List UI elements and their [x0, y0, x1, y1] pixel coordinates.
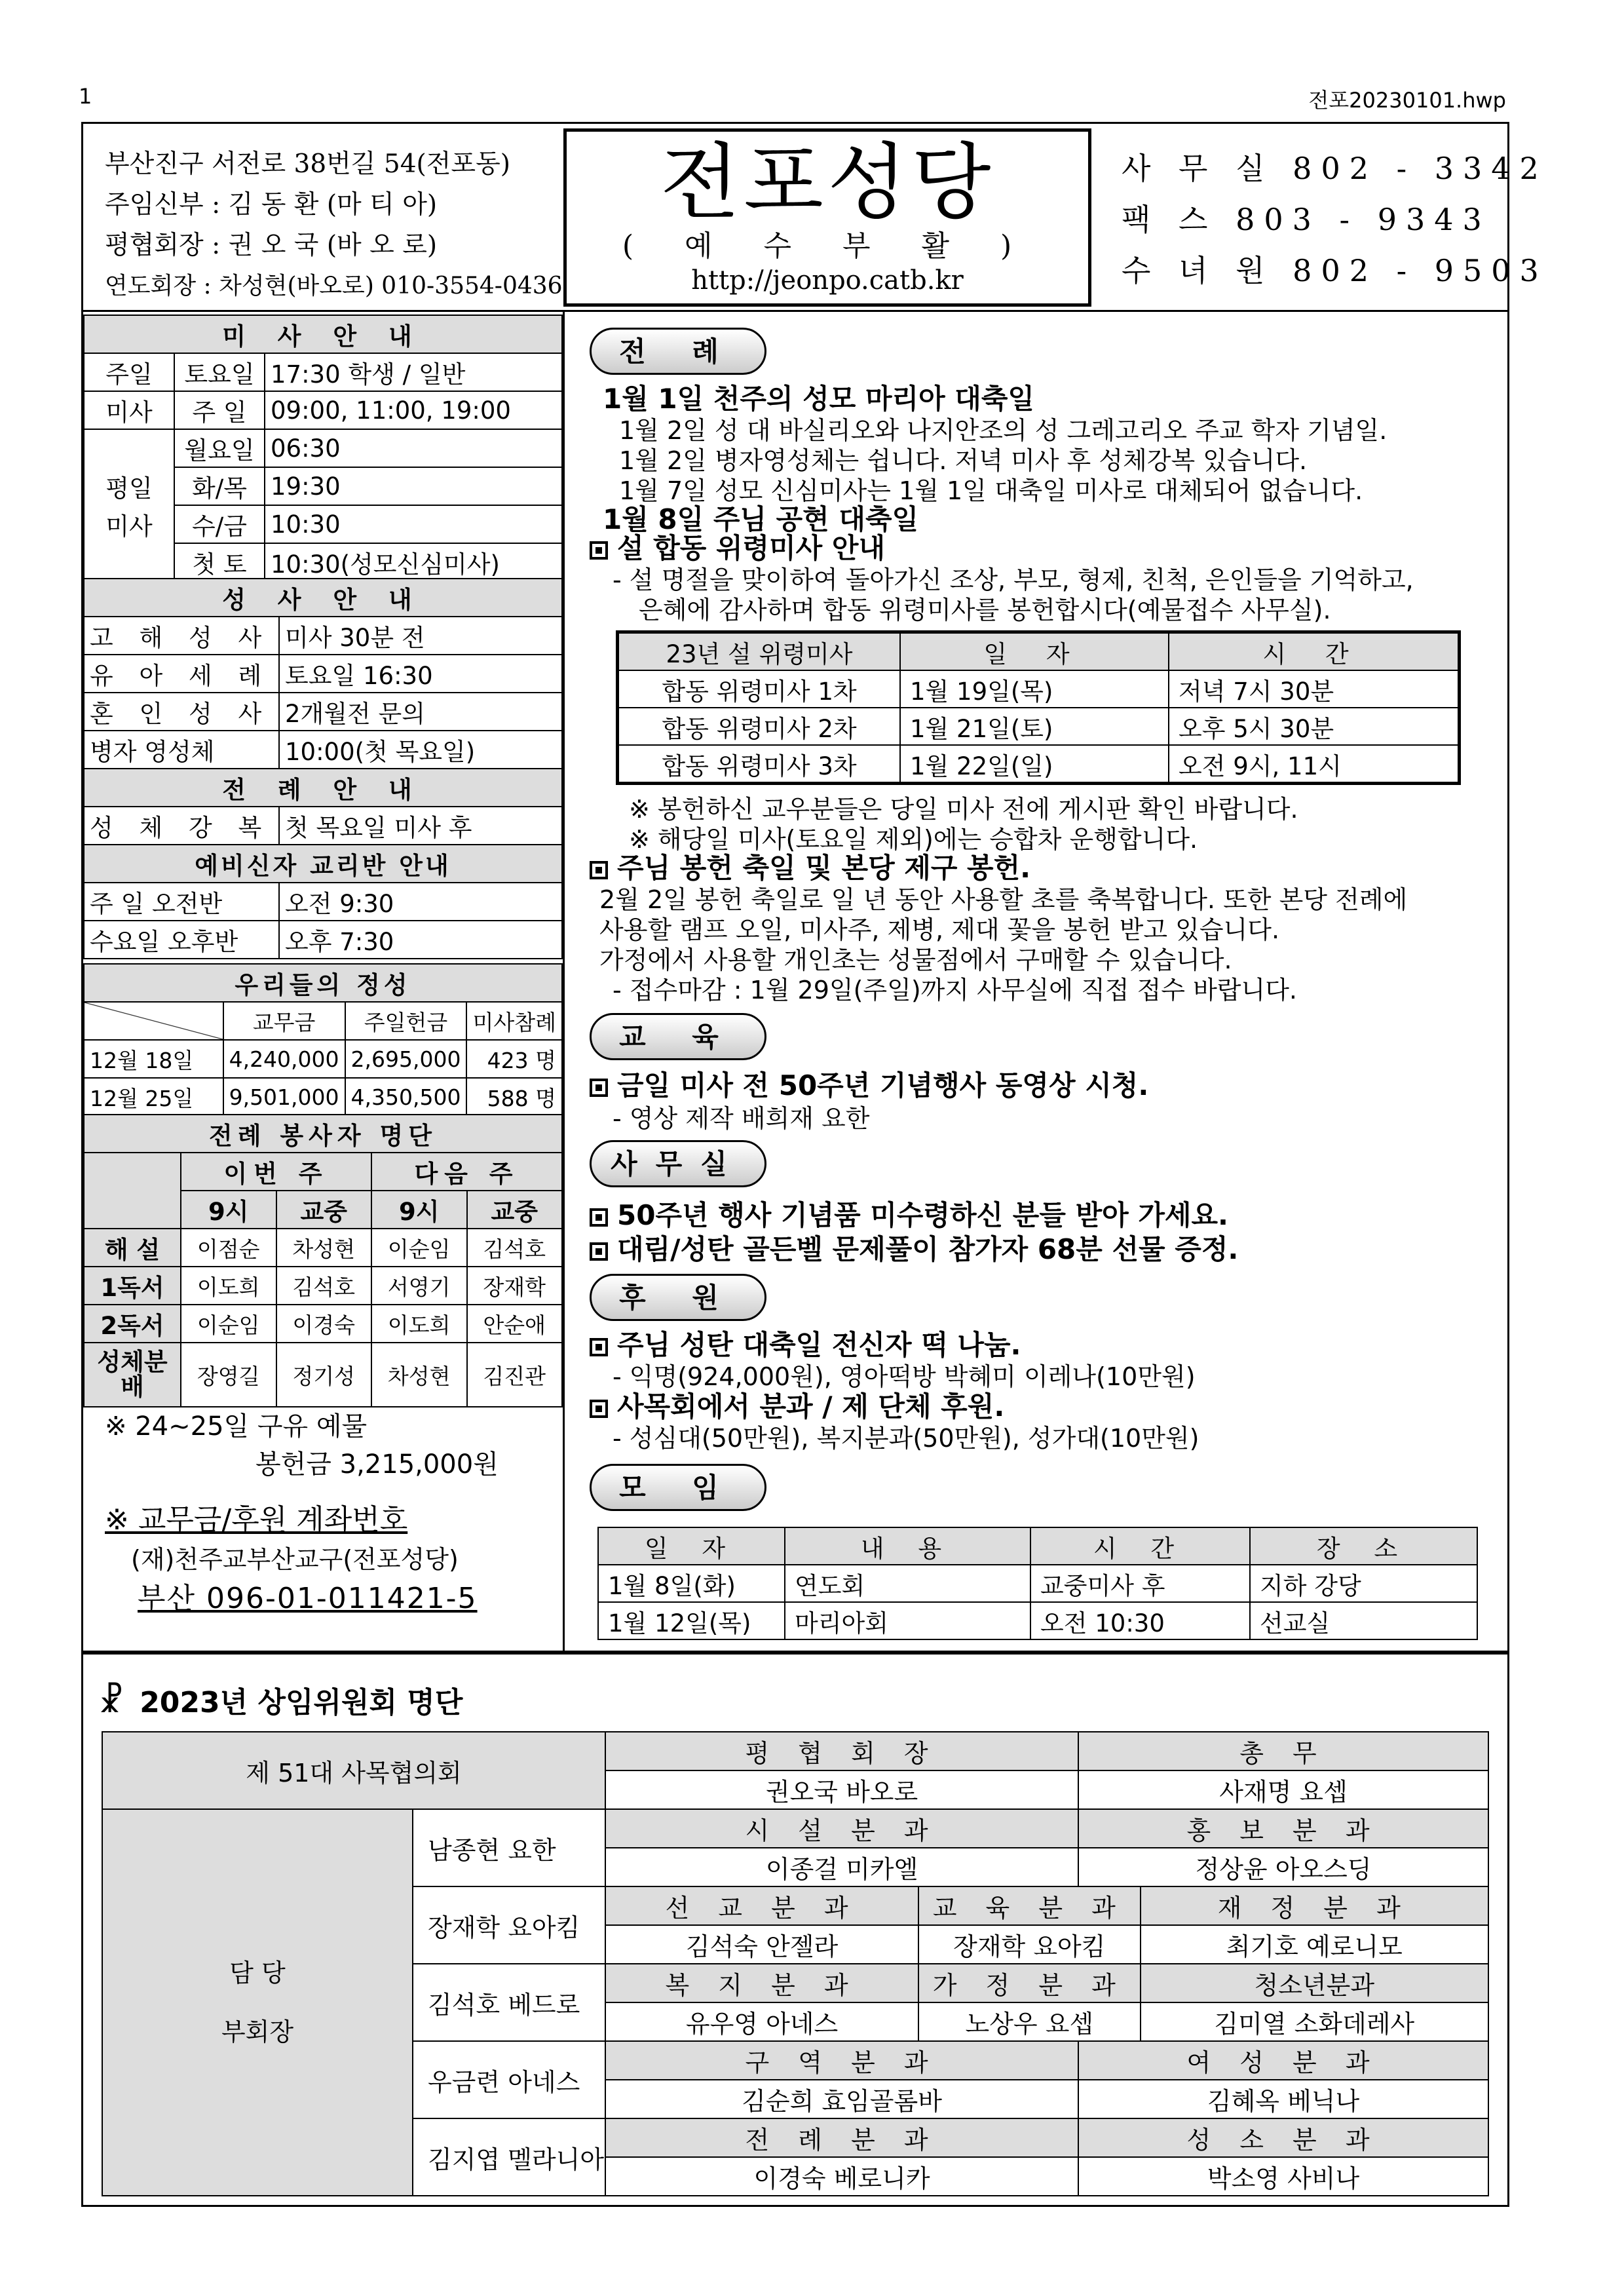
sacrament-value: 10:00(첫 목요일) — [279, 731, 562, 769]
memorial-col: 시 간 — [1169, 632, 1460, 671]
server-name: 이순임 — [371, 1229, 467, 1267]
this-week: 이번 주 — [181, 1153, 371, 1191]
mass-cell: 화/목 — [174, 467, 265, 505]
council-name: 제 51대 사목협의회 — [102, 1732, 605, 1809]
dept-member: 김석숙 안젤라 — [605, 1925, 918, 1964]
memorial-cell: 저녁 7시 30분 — [1169, 670, 1460, 708]
server-name: 이도희 — [371, 1305, 467, 1343]
liturgy-heading — [590, 853, 1030, 883]
checkbox-icon — [590, 541, 608, 560]
heading-text: 설 합동 위령미사 안내 — [617, 532, 886, 564]
offering-title: 우리들의 정성 — [84, 964, 562, 1002]
server-role: 2독서 — [84, 1305, 181, 1343]
nun-phone: 수 녀 원 802 - 9503 — [1122, 253, 1548, 288]
meeting-col: 내 용 — [785, 1527, 1030, 1565]
memorial-cell: 오후 5시 30분 — [1169, 708, 1460, 745]
mass-cell: 주일 — [84, 353, 174, 391]
meeting-col: 장 소 — [1250, 1527, 1477, 1565]
heading-text: 주님 성탄 대축일 전신자 떡 나눔. — [617, 1329, 1021, 1361]
dept-member: 김미열 소화데레사 — [1141, 2002, 1488, 2041]
title-box — [563, 128, 1091, 307]
account-owner: (재)천주교부산교구(전포성당) — [131, 1545, 459, 1574]
youth-president: 연도회장 : 차성현(바오로) 010-3554-0436 — [105, 273, 563, 299]
dept-member: 유우영 아네스 — [605, 2002, 918, 2041]
sacrament-value: 미사 30분 전 — [279, 617, 562, 655]
catechumen-value: 오후 7:30 — [279, 921, 562, 959]
dept-member: 이경숙 베로니카 — [605, 2157, 1078, 2196]
meeting-col: 시 간 — [1030, 1527, 1250, 1565]
page-number: 1 — [79, 84, 92, 109]
mass-cell — [84, 543, 174, 581]
section-office-label: 사무실 — [590, 1140, 766, 1187]
edu-heading — [590, 1071, 1148, 1101]
parish-subtitle: ( 예 수 부 활 ) — [622, 229, 1033, 263]
dept-label: 교 육 분 과 — [918, 1886, 1141, 1925]
fax-phone: 팩 스 803 - 9343 — [1122, 202, 1491, 237]
office-heading — [590, 1200, 1228, 1231]
server-role: 성체분배 — [84, 1343, 181, 1407]
meeting-col: 일 자 — [598, 1527, 785, 1565]
crib-amount: 봉헌금 3,215,000원 — [255, 1449, 499, 1480]
committee-table — [102, 1731, 1489, 2196]
liturgy-line: - 설 명절을 맞이하여 돌아가신 조상, 부모, 형제, 친척, 은인들을 기억하고, — [613, 565, 1414, 594]
dept-member: 김혜옥 베닉나 — [1078, 2080, 1488, 2118]
time-9: 9시 — [181, 1191, 276, 1229]
vp-name: 남종현 요한 — [413, 1809, 605, 1886]
support-line: - 성심대(50만원), 복지분과(50만원), 성가대(10만원) — [613, 1424, 1199, 1453]
meeting-cell: 연도회 — [785, 1565, 1030, 1602]
meeting-cell: 선교실 — [1250, 1602, 1477, 1639]
offering-cell: 423 명 — [466, 1040, 562, 1078]
next-week: 다음 주 — [371, 1153, 562, 1191]
vp-name: 김석호 베드로 — [413, 1964, 605, 2041]
mass-cell: 월요일 — [174, 429, 265, 467]
mass-cell: 06:30 — [265, 429, 562, 467]
liturgy-title: 전 례 안 내 — [84, 769, 562, 807]
memorial-table — [616, 630, 1461, 785]
offering-cell: 2,695,000 — [345, 1040, 467, 1078]
dept-member: 이종걸 미카엘 — [605, 1848, 1078, 1886]
catechumen-title: 예비신자 교리반 안내 — [84, 845, 562, 883]
liturgy-heading — [590, 533, 885, 564]
memorial-note: ※ 봉헌하신 교우분들은 당일 미사 전에 게시판 확인 바랍니다. — [629, 795, 1298, 824]
liturgy-line: 사용할 램프 오일, 미사주, 제병, 제대 꽃을 봉헌 받고 있습니다. — [599, 915, 1280, 944]
server-name: 정기성 — [276, 1343, 372, 1407]
file-name: 전포20230101.hwp — [1308, 88, 1506, 113]
parish-title: 전포성당 — [660, 134, 995, 231]
liturgy-line: 2월 2일 봉헌 축일로 일 년 동안 사용할 초를 축복합니다. 또한 본당 전례에 — [599, 885, 1408, 914]
dept-label: 청소년분과 — [1141, 1964, 1488, 2002]
heading-text: 주님 봉헌 축일 및 본당 제구 봉헌. — [617, 852, 1031, 884]
dept-label: 복 지 분 과 — [605, 1964, 918, 2002]
dept-label: 구 역 분 과 — [605, 2041, 1078, 2080]
memorial-col: 일 자 — [900, 632, 1169, 671]
support-heading — [590, 1330, 1021, 1360]
offering-cell: 588 명 — [466, 1078, 562, 1116]
offering-col: 미사참례 — [466, 1002, 562, 1040]
time-main: 교중 — [276, 1191, 372, 1229]
dept-label: 총 무 — [1078, 1732, 1488, 1770]
dept-label: 가 정 분 과 — [918, 1964, 1141, 2002]
account-title: ※ 교무금/후원 계좌번호 — [105, 1503, 408, 1537]
mass-cell: 19:30 — [265, 467, 562, 505]
dept-member: 권오국 바오로 — [605, 1770, 1078, 1809]
memorial-cell: 1월 22일(일) — [900, 745, 1169, 784]
offering-col: 교무금 — [223, 1002, 345, 1040]
council-president: 평협회장 : 권 오 국 (바 오 로) — [105, 231, 438, 260]
dept-member: 박소영 사비나 — [1078, 2157, 1488, 2196]
mass-title: 미 사 안 내 — [84, 315, 562, 353]
memorial-cell: 오전 9시, 11시 — [1169, 745, 1460, 784]
mass-cell: 10:30 — [265, 505, 562, 543]
dept-member: 김순희 효임골롬바 — [605, 2080, 1078, 2118]
section-edu-label: 교 육 — [590, 1013, 766, 1060]
vp-name: 장재학 요아킴 — [413, 1886, 605, 1964]
mass-cell: 첫 토 — [174, 543, 265, 581]
account-note — [105, 1501, 478, 1618]
meeting-cell: 마리아회 — [785, 1602, 1030, 1639]
checkbox-icon — [590, 1338, 608, 1356]
header-left — [105, 144, 563, 307]
catechumen-label: 주 일 오전반 — [84, 883, 279, 921]
mass-table — [83, 315, 563, 582]
memorial-note: ※ 해당일 미사(토요일 제외)에는 승합차 운행합니다. — [629, 825, 1198, 854]
memorial-cell: 1월 19일(목) — [900, 670, 1169, 708]
dept-label: 전 례 분 과 — [605, 2118, 1078, 2157]
sacrament-table — [83, 578, 563, 959]
memorial-cell: 1월 21일(토) — [900, 708, 1169, 745]
sacrament-value: 2개월전 문의 — [279, 693, 562, 731]
liturgy-line: - 접수마감 : 1월 29일(주일)까지 사무실에 직접 접수 바랍니다. — [613, 976, 1297, 1004]
liturgy-heading: 1월 1일 천주의 성모 마리아 대축일 — [603, 383, 1034, 415]
vp-side-1: 담 당 — [229, 1959, 286, 1987]
vp-side-label — [102, 1809, 413, 2196]
liturgy-label: 성 체 강 복 — [84, 807, 279, 845]
servers-title: 전례 봉사자 명단 — [84, 1115, 562, 1153]
dept-member: 장재학 요아킴 — [918, 1925, 1141, 1964]
heading-text: 대림/성탄 골든벨 문제풀이 참가자 68분 선물 증정. — [617, 1233, 1239, 1265]
meeting-table — [597, 1527, 1478, 1640]
meeting-cell: 1월 8일(화) — [598, 1565, 785, 1602]
sacrament-label: 병자 영성체 — [84, 731, 279, 769]
heading-text: 금일 미사 전 50주년 기념행사 동영상 시청. — [617, 1069, 1149, 1101]
liturgy-heading: 1월 8일 주님 공현 대축일 — [603, 503, 919, 535]
server-name: 차성현 — [276, 1229, 372, 1267]
header-right — [1122, 143, 1548, 296]
dept-label: 성 소 분 과 — [1078, 2118, 1488, 2157]
server-name: 장재학 — [467, 1267, 563, 1305]
dept-label: 평 협 회 장 — [605, 1732, 1078, 1770]
server-name: 서영기 — [371, 1267, 467, 1305]
office-phone: 사 무 실 802 - 3342 — [1122, 151, 1548, 186]
crib-line: ※ 24~25일 구유 예물 — [105, 1411, 368, 1442]
sacrament-label: 혼 인 성 사 — [84, 693, 279, 731]
edu-line: - 영상 제작 배희재 요한 — [613, 1104, 870, 1133]
mass-cell: 평일 — [84, 467, 174, 505]
checkbox-icon — [590, 1079, 608, 1097]
memorial-cell: 합동 위령미사 1차 — [618, 670, 901, 708]
section-support-label: 후 원 — [590, 1274, 766, 1321]
server-name: 차성현 — [371, 1343, 467, 1407]
offering-date: 12월 25일 — [84, 1078, 223, 1116]
mass-cell — [84, 429, 174, 467]
dept-member: 최기호 예로니모 — [1141, 1925, 1488, 1964]
dept-label: 선 교 분 과 — [605, 1886, 918, 1925]
offering-corner — [84, 1002, 223, 1040]
dept-label: 시 설 분 과 — [605, 1809, 1078, 1848]
server-name: 이순임 — [181, 1305, 276, 1343]
dept-label: 재 정 분 과 — [1141, 1886, 1488, 1925]
meeting-cell: 1월 12일(목) — [598, 1602, 785, 1639]
checkbox-icon — [590, 861, 608, 879]
mass-cell: 토요일 — [174, 353, 265, 391]
mass-cell: 미사 — [84, 505, 174, 543]
vp-name: 김지엽 멜라니아 — [413, 2118, 605, 2196]
offering-table — [83, 963, 563, 1117]
mass-cell: 10:30(성모신심미사) — [265, 543, 562, 581]
dept-member: 사재명 요셉 — [1078, 1770, 1488, 1809]
mass-cell: 수/금 — [174, 505, 265, 543]
liturgy-line: 1월 7일 성모 신심미사는 1월 1일 대축일 미사로 대체되어 없습니다. — [619, 476, 1363, 505]
sacrament-title: 성 사 안 내 — [84, 579, 562, 617]
liturgy-line: 1월 2일 성 대 바실리오와 나지안조의 성 그레고리오 주교 학자 기념일. — [619, 416, 1388, 445]
support-line: - 익명(924,000원), 영아떡방 박혜미 이레나(10만원) — [613, 1362, 1196, 1391]
account-number: 부산 096-01-011421-5 — [138, 1582, 478, 1615]
server-name: 김진관 — [467, 1343, 563, 1407]
mass-cell: 17:30 학생 / 일반 — [265, 353, 562, 391]
chi-rho-icon: ☧ — [98, 1682, 124, 1720]
dept-member: 정상윤 아오스딩 — [1078, 1848, 1488, 1886]
server-role: 1독서 — [84, 1267, 181, 1305]
checkbox-icon — [590, 1208, 608, 1227]
liturgy-value: 첫 목요일 미사 후 — [279, 807, 562, 845]
dept-label: 여 성 분 과 — [1078, 2041, 1488, 2080]
offering-cell: 4,350,500 — [345, 1078, 467, 1116]
server-role: 해 설 — [84, 1229, 181, 1267]
meeting-cell: 지하 강당 — [1250, 1565, 1477, 1602]
vp-name: 우금련 아네스 — [413, 2041, 605, 2118]
server-name: 안순애 — [467, 1305, 563, 1343]
memorial-col: 23년 설 위령미사 — [618, 632, 901, 671]
sacrament-label: 고 해 성 사 — [84, 617, 279, 655]
checkbox-icon — [590, 1242, 608, 1261]
pastor: 주임신부 : 김 동 환 (마 티 아) — [105, 190, 438, 220]
liturgy-line: 은혜에 감사하며 합동 위령미사를 봉헌합시다(예물접수 사무실). — [639, 596, 1331, 624]
server-name: 이도희 — [181, 1267, 276, 1305]
memorial-cell: 합동 위령미사 3차 — [618, 745, 901, 784]
meeting-cell: 오전 10:30 — [1030, 1602, 1250, 1639]
section-liturgy-label: 전 례 — [590, 328, 766, 375]
time-main: 교중 — [467, 1191, 563, 1229]
mass-cell: 09:00, 11:00, 19:00 — [265, 391, 562, 429]
committee-title: 2023년 상임위원회 명단 — [140, 1686, 463, 1719]
support-heading — [590, 1392, 1004, 1422]
section-meeting-label: 모 임 — [590, 1464, 766, 1511]
dept-member: 노상우 요셉 — [918, 2002, 1141, 2041]
server-name: 이점순 — [181, 1229, 276, 1267]
offering-col: 주일헌금 — [345, 1002, 467, 1040]
offering-cell: 4,240,000 — [223, 1040, 345, 1078]
liturgy-line: 1월 2일 병자영성체는 쉽니다. 저녁 미사 후 성체강복 있습니다. — [619, 446, 1308, 475]
heading-text: 사목회에서 분과 / 제 단체 후원. — [617, 1390, 1005, 1423]
server-name: 김석호 — [276, 1267, 372, 1305]
sacrament-label: 유 아 세 례 — [84, 655, 279, 693]
time-9: 9시 — [371, 1191, 467, 1229]
offering-cell: 9,501,000 — [223, 1078, 345, 1116]
heading-text: 50주년 행사 기념품 미수령하신 분들 받아 가세요. — [617, 1199, 1229, 1231]
liturgy-line: 가정에서 사용할 개인초는 성물점에서 구매할 수 있습니다. — [599, 946, 1232, 974]
offering-date: 12월 18일 — [84, 1040, 223, 1078]
checkbox-icon — [590, 1400, 608, 1418]
address: 부산진구 서전로 38번길 54(전포동) — [105, 149, 510, 179]
catechumen-label: 수요일 오후반 — [84, 921, 279, 959]
dept-label: 홍 보 분 과 — [1078, 1809, 1488, 1848]
parish-url[interactable]: http://jeonpo.catb.kr — [691, 265, 964, 296]
server-name: 장영길 — [181, 1343, 276, 1407]
server-name: 이경숙 — [276, 1305, 372, 1343]
vp-side-2: 부회장 — [221, 2018, 294, 2046]
meeting-cell: 교중미사 후 — [1030, 1565, 1250, 1602]
mass-cell: 미사 — [84, 391, 174, 429]
committee-heading — [98, 1679, 463, 1721]
sacrament-value: 토요일 16:30 — [279, 655, 562, 693]
server-name: 김석호 — [467, 1229, 563, 1267]
mass-cell: 주 일 — [174, 391, 265, 429]
memorial-cell: 합동 위령미사 2차 — [618, 708, 901, 745]
servers-table — [83, 1114, 563, 1407]
office-heading — [590, 1234, 1238, 1265]
catechumen-value: 오전 9:30 — [279, 883, 562, 921]
servers-corner — [84, 1153, 181, 1229]
crib-note — [105, 1407, 499, 1483]
